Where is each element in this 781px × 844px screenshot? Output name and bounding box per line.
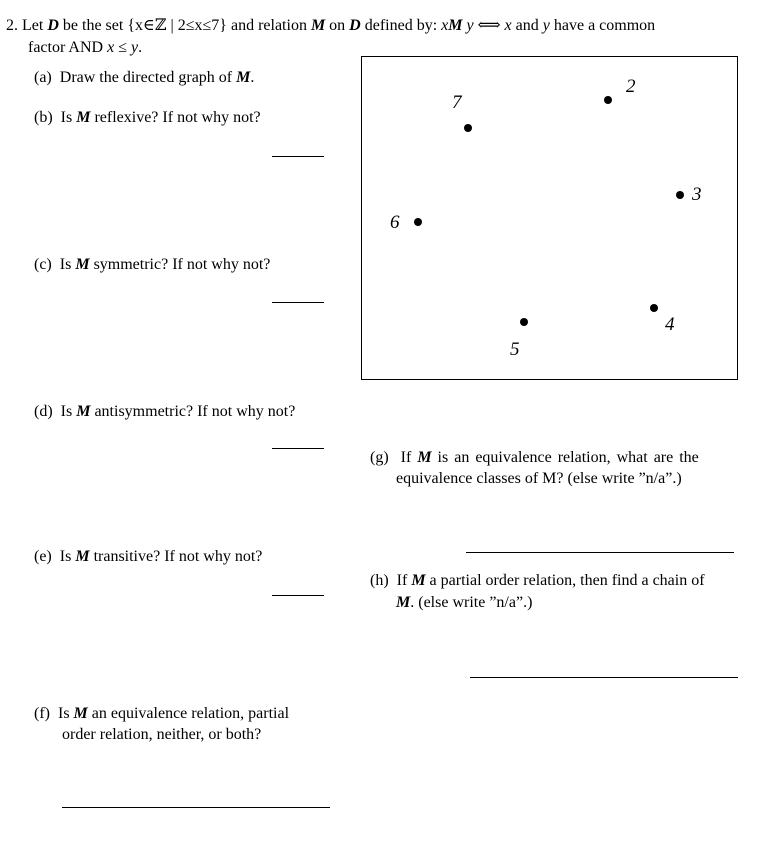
vertex-label-6: 6: [390, 212, 400, 233]
question-number: 2.: [6, 17, 18, 34]
part-f: (f) Is M an equivalence relation, partial: [34, 705, 290, 722]
part-f-line2: order relation, neither, or both?: [62, 726, 262, 743]
part-g: (g) If M is an equivalence relation, what are the: [370, 449, 699, 466]
answer-line-e[interactable]: [272, 595, 324, 596]
vertex-dot-4: [650, 304, 658, 312]
vertex-dot-3: [676, 191, 684, 199]
answer-line-b[interactable]: [272, 156, 324, 157]
vertex-label-2: 2: [626, 76, 636, 97]
answer-line-d[interactable]: [272, 448, 324, 449]
part-e: (e) Is M transitive? If not why not?: [34, 548, 263, 565]
set-definition: {x∈ℤ | 2≤x≤7}: [127, 17, 227, 34]
vertex-dot-7: [464, 124, 472, 132]
iff-symbol: ⟺: [473, 17, 505, 34]
vertex-label-4: 4: [665, 314, 675, 335]
part-g-line2: equivalence classes of M? (else write ”n/a”.): [396, 470, 682, 487]
answer-line-g[interactable]: [466, 552, 734, 553]
answer-line-h[interactable]: [470, 677, 738, 678]
vertex-label-3: 3: [692, 184, 702, 205]
vertex-dot-2: [604, 96, 612, 104]
answer-line-c[interactable]: [272, 302, 324, 303]
part-h-line2: M. (else write ”n/a”.): [396, 594, 533, 611]
question-stem-line2: factor AND x ≤ y.: [28, 39, 143, 56]
directed-graph-area[interactable]: [361, 56, 738, 380]
part-b: (b) Is M reflexive? If not why not?: [34, 109, 261, 126]
vertex-dot-5: [520, 318, 528, 326]
part-a: (a) Draw the directed graph of M.: [34, 69, 255, 86]
answer-line-f[interactable]: [62, 807, 330, 808]
part-h: (h) If M a partial order relation, then find a chain of: [370, 572, 705, 589]
question-stem-line1: 2. Let D be the set {x∈ℤ | 2≤x≤7} and relation M on D defined by: xM y ⟺ x and y have a common: [6, 17, 656, 34]
vertex-label-5: 5: [510, 339, 520, 360]
vertex-label-7: 7: [452, 92, 462, 113]
part-c: (c) Is M symmetric? If not why not?: [34, 256, 271, 273]
vertex-dot-6: [414, 218, 422, 226]
part-d: (d) Is M antisymmetric? If not why not?: [34, 403, 296, 420]
